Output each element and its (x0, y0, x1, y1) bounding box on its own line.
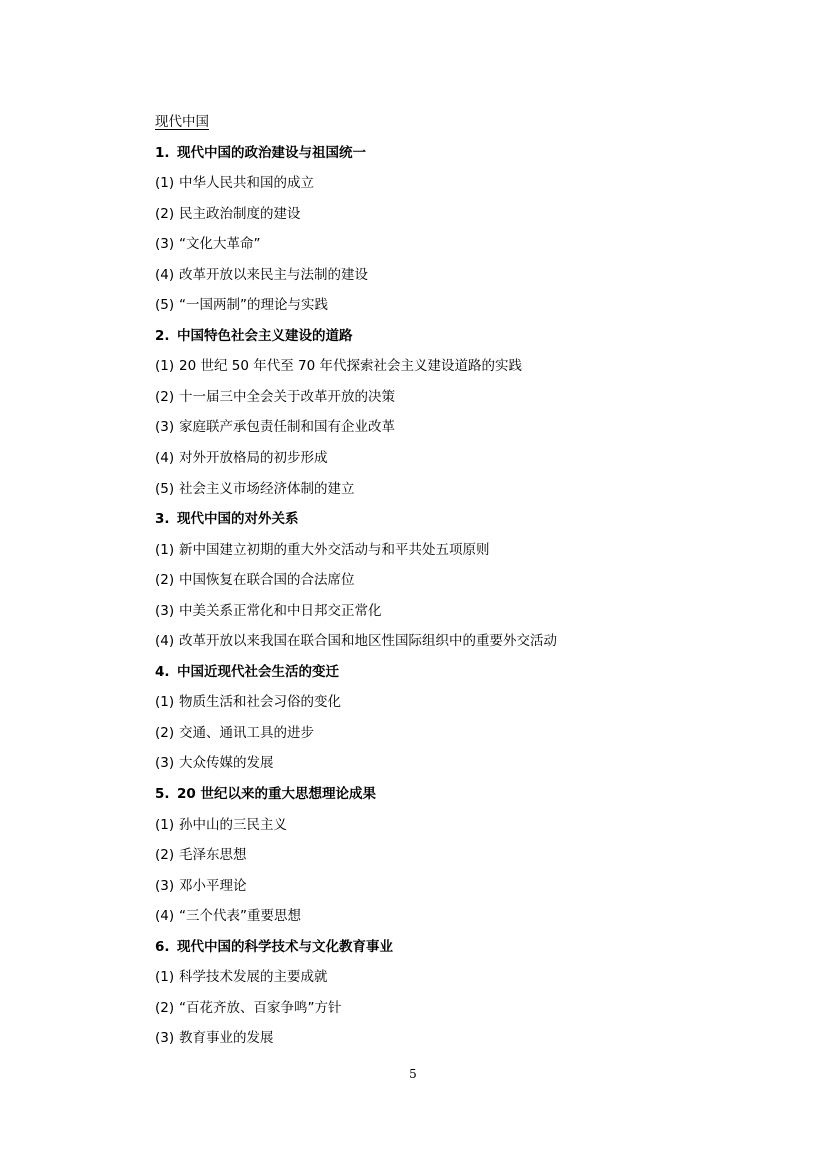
page-number: 5 (409, 1067, 417, 1081)
list-item-text: 改革开放以来我国在联合国和地区性国际组织中的重要外交活动 (179, 633, 557, 650)
list-item-number: (1) (155, 358, 175, 375)
list-item-text: 民主政治制度的建设 (179, 205, 301, 222)
list-item-text: “一国两制”的理论与实践 (179, 297, 328, 314)
list-item-text: 20 世纪 50 年代至 70 年代探索社会主义建设道路的实践 (179, 358, 522, 375)
list-item-number: (3) (155, 236, 175, 253)
list-item (155, 810, 775, 841)
list-item-text: 社会主义市场经济体制的建立 (179, 480, 355, 497)
list-item-number: (2) (155, 847, 175, 864)
list-item-number: (2) (155, 999, 175, 1016)
list-item (155, 382, 775, 413)
list-item-text: 孙中山的三民主义 (179, 816, 287, 833)
outline-content (155, 107, 775, 1054)
list-item-text: 物质生活和社会习俗的变化 (179, 694, 341, 711)
list-item-text: 大众传媒的发展 (179, 755, 274, 772)
list-item-text: 对外开放格局的初步形成 (179, 450, 328, 467)
list-item-number: (1) (155, 541, 175, 558)
list-item (155, 901, 775, 932)
section-number: 4. (155, 663, 170, 680)
list-item-number: (3) (155, 1030, 175, 1047)
list-item (155, 260, 775, 291)
list-item (155, 168, 775, 199)
section-number: 1. (155, 144, 170, 161)
list-item (155, 871, 775, 902)
list-item-number: (3) (155, 419, 175, 436)
section-heading (155, 932, 775, 963)
section-heading (155, 321, 775, 352)
list-item-number: (2) (155, 388, 175, 405)
list-item-number: (5) (155, 297, 175, 314)
section-number: 2. (155, 327, 170, 344)
list-item (155, 229, 775, 260)
list-item-text: 邓小平理论 (179, 877, 247, 894)
section-heading (155, 504, 775, 535)
list-item-text: “百花齐放、百家争鸣”方针 (179, 999, 342, 1016)
list-item-text: 毛泽东思想 (179, 847, 247, 864)
list-item (155, 718, 775, 749)
list-item-text: 家庭联产承包责任制和国有企业改革 (179, 419, 395, 436)
list-item (155, 443, 775, 474)
list-item-number: (4) (155, 633, 175, 650)
list-item (155, 412, 775, 443)
list-item (155, 962, 775, 993)
list-item-text: 中国恢复在联合国的合法席位 (179, 572, 355, 589)
list-item (155, 351, 775, 382)
list-item (155, 474, 775, 505)
list-item-number: (1) (155, 175, 175, 192)
list-item-number: (4) (155, 266, 175, 283)
list-item-number: (5) (155, 480, 175, 497)
section-number: 6. (155, 938, 170, 955)
list-item-text: 十一届三中全会关于改革开放的决策 (179, 388, 395, 405)
list-item (155, 626, 775, 657)
list-item (155, 290, 775, 321)
section-number: 5. (155, 786, 170, 803)
section-heading-text: 现代中国的对外关系 (177, 511, 299, 528)
list-item-text: 改革开放以来民主与法制的建设 (179, 266, 368, 283)
list-item (155, 840, 775, 871)
list-item-text: “三个代表”重要思想 (179, 908, 301, 925)
section-number: 3. (155, 511, 170, 528)
list-item-number: (3) (155, 877, 175, 894)
list-item-number: (1) (155, 694, 175, 711)
section-heading-text: 现代中国的科学技术与文化教育事业 (177, 938, 393, 955)
list-item (155, 993, 775, 1024)
list-item-number: (4) (155, 908, 175, 925)
list-item-number: (2) (155, 572, 175, 589)
list-item-text: 交通、通讯工具的进步 (179, 724, 314, 741)
list-item-number: (4) (155, 450, 175, 467)
list-item-text: 新中国建立初期的重大外交活动与和平共处五项原则 (179, 541, 490, 558)
list-item-number: (3) (155, 755, 175, 772)
list-item-text: 教育事业的发展 (179, 1030, 274, 1047)
list-item-number: (1) (155, 816, 175, 833)
list-item-number: (2) (155, 205, 175, 222)
list-item-text: “文化大革命” (179, 236, 261, 253)
section-heading-text: 中国近现代社会生活的变迁 (177, 663, 339, 680)
section-heading-text: 中国特色社会主义建设的道路 (177, 327, 353, 344)
list-item (155, 687, 775, 718)
list-item-number: (2) (155, 724, 175, 741)
list-item (155, 199, 775, 230)
list-item-number: (3) (155, 602, 175, 619)
section-heading (155, 138, 775, 169)
list-item-text: 科学技术发展的主要成就 (179, 969, 328, 986)
list-item-number: (1) (155, 969, 175, 986)
list-item (155, 535, 775, 566)
section-heading (155, 657, 775, 688)
list-item (155, 748, 775, 779)
section-heading-text: 现代中国的政治建设与祖国统一 (177, 144, 366, 161)
list-item (155, 1023, 775, 1054)
section-heading-text: 20 世纪以来的重大思想理论成果 (177, 786, 376, 803)
list-item (155, 565, 775, 596)
section-heading (155, 779, 775, 810)
list-item (155, 596, 775, 627)
list-item-text: 中美关系正常化和中日邦交正常化 (179, 602, 382, 619)
document-title: 现代中国 (155, 114, 209, 130)
list-item-text: 中华人民共和国的成立 (179, 175, 314, 192)
